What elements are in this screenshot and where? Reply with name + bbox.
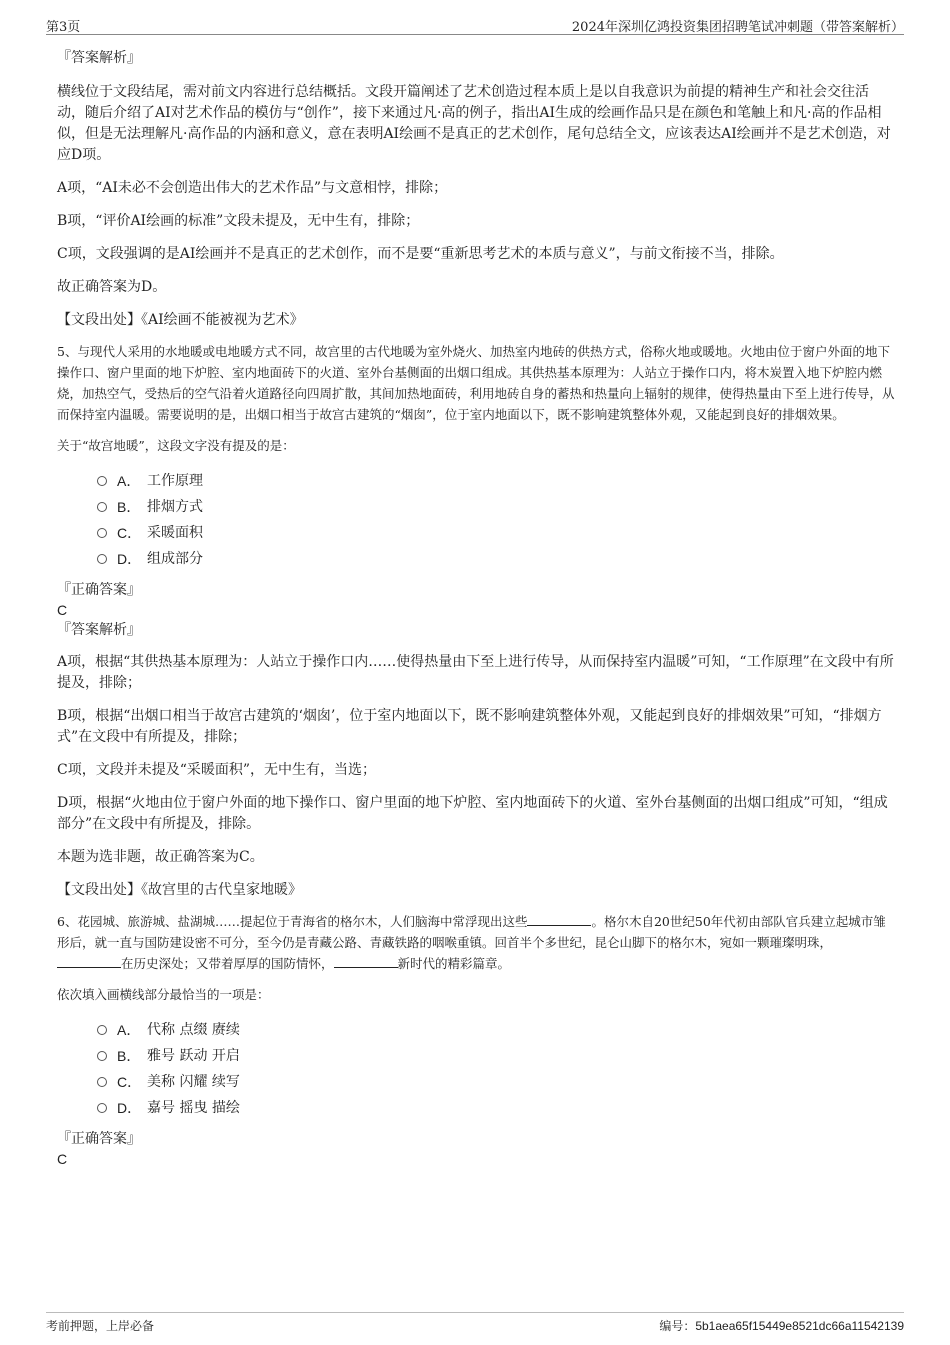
radio-icon[interactable] <box>97 1077 107 1087</box>
option-b[interactable]: B． 排烟方式 <box>97 494 895 520</box>
analysis-item: B项，根据“出烟口相当于故宫古建筑的‘烟囱’，位于室内地面以下，既不影响建筑整体外观，又能起到良好的排烟效果”可知，“排烟方式”在文段中有所提及，排除； <box>57 708 882 745</box>
analysis-conclusion: 故正确答案为D。 <box>57 279 167 295</box>
correct-answer-label: 『正确答案』 <box>57 582 141 598</box>
analysis-label: 『答案解析』 <box>57 50 141 66</box>
question-5-stem: 5、与现代人采用的水地暖或电地暖方式不同，故宫里的古代地暖为室外烧火、加热室内地砖的供热方式，俗称火地或暖地。火地由位于窗户外面的地下操作口、窗户里面的地下炉腔、室内地面砖下的火道、室外台基侧面的出烟口组成。其供热基本原理为：人站立于操作口内，将木炭置入地下炉腔内燃烧，加热空气，受热后的空气沿着火道路径向四周扩散，其间加热地面砖，利用地砖自身的蓄热和热量向上辐射的规律，使得热量由下至上进行传导，从而保持室内温暖。需要说明的是，出烟口相当于故宫古建筑的“烟囱”，位于室内地面以下，既不影响建筑整体外观，又能起到良好的排烟效果。 <box>57 344 895 422</box>
option-d[interactable]: D． 嘉号 摇曳 描绘 <box>97 1095 895 1121</box>
radio-icon[interactable] <box>97 528 107 538</box>
radio-icon[interactable] <box>97 1103 107 1113</box>
question-5-prompt: 关于“故宫地暖”，这段文字没有提及的是： <box>57 438 295 453</box>
fill-blank <box>57 954 121 968</box>
analysis-item: A项，根据“其供热基本原理为：人站立于操作口内……使得热量由下至上进行传导，从而保持室内温暖”可知，“工作原理”在文段中有所提及，排除； <box>57 654 894 691</box>
correct-answer-label: 『正确答案』 <box>57 1131 141 1147</box>
option-d[interactable]: D． 组成部分 <box>97 546 895 572</box>
fill-blank <box>334 954 398 968</box>
option-c[interactable]: C． 美称 闪耀 续写 <box>97 1069 895 1095</box>
question-6-options <box>97 1017 895 1121</box>
radio-icon[interactable] <box>97 1051 107 1061</box>
analysis-item: D项，根据“火地由位于窗户外面的地下操作口、窗户里面的地下炉腔、室内地面砖下的火道、室外台基侧面的出烟口组成”可知，“组成部分”在文段中有所提及，排除。 <box>57 795 888 832</box>
option-a[interactable]: A． 工作原理 <box>97 468 895 494</box>
analysis-item: B项，“评价AI绘画的标准”文段未提及，无中生有，排除； <box>57 213 420 229</box>
analysis-item: A项，“AI未必不会创造出伟大的艺术作品”与文意相悖，排除； <box>57 180 448 196</box>
page-footer <box>46 1312 904 1336</box>
radio-icon[interactable] <box>97 554 107 564</box>
source-citation: 【文段出处】《AI绘画不能被视为艺术》 <box>57 312 304 328</box>
page-header <box>46 14 904 35</box>
footer-slogan: 考前押题，上岸必备 <box>46 1319 155 1333</box>
analysis-item: C项，文段并未提及“采暖面积”，无中生有，当选； <box>57 762 377 778</box>
question-6-stem: 6、花园城、旅游城、盐湖城……提起位于青海省的格尔木，人们脑海中常浮现出这些 。格尔木自20世纪50年代初由部队官兵建立起城市雏形后，就一直与国防建设密不可分，至今仍是青藏公路、青藏铁路的咽喉重镇。回首半个多世纪，昆仑山脚下的格尔木，宛如一颗璀璨明珠，在历史深处；又带着厚厚的国防情怀， 新时代的精彩篇章。 <box>57 914 886 971</box>
page-number: 第3页 <box>46 20 81 35</box>
document-title: 2024年深圳亿鸿投资集团招聘笔试冲刺题（带答案解析） <box>571 20 904 35</box>
analysis-item: C项，文段强调的是AI绘画并不是真正的艺术创作，而不是要“重新思考艺术的本质与意义”，与前文衔接不当，排除。 <box>57 246 784 262</box>
question-5-options <box>97 468 895 572</box>
source-citation: 【文段出处】《故宫里的古代皇家地暖》 <box>57 882 302 898</box>
analysis-body: 横线位于文段结尾，需对前文内容进行总结概括。文段开篇阐述了艺术创造过程本质上是以自我意识为前提的精神生产和社会交往活动，随后介绍了AI对艺术作品的模仿与“创作”，接下来通过凡·高的例子，指出AI生成的绘画作品只是在颜色和笔触上和凡·高的作品相似，但是无法理解凡·高作品的内涵和意义，意在表明AI绘画不是真正的艺术创作，尾句总结全文，应该表达AI绘画并不是艺术创造，对应D项。 <box>57 84 891 163</box>
option-a[interactable]: A． 代称 点缀 赓续 <box>97 1017 895 1043</box>
fill-blank <box>527 912 591 926</box>
correct-answer: C <box>57 1151 68 1167</box>
document-code: 编号：5b1aea65f15449e8521dc66a11542139 <box>659 1319 904 1333</box>
analysis-conclusion: 本题为选非题，故正确答案为C。 <box>57 849 264 865</box>
radio-icon[interactable] <box>97 1025 107 1035</box>
option-c[interactable]: C． 采暖面积 <box>97 520 895 546</box>
page-content <box>57 48 895 1169</box>
radio-icon[interactable] <box>97 502 107 512</box>
option-b[interactable]: B． 雅号 跃动 开启 <box>97 1043 895 1069</box>
analysis-label: 『答案解析』 <box>57 622 141 638</box>
question-6-prompt: 依次填入画横线部分最恰当的一项是： <box>57 987 270 1002</box>
radio-icon[interactable] <box>97 476 107 486</box>
correct-answer: C <box>57 602 68 618</box>
